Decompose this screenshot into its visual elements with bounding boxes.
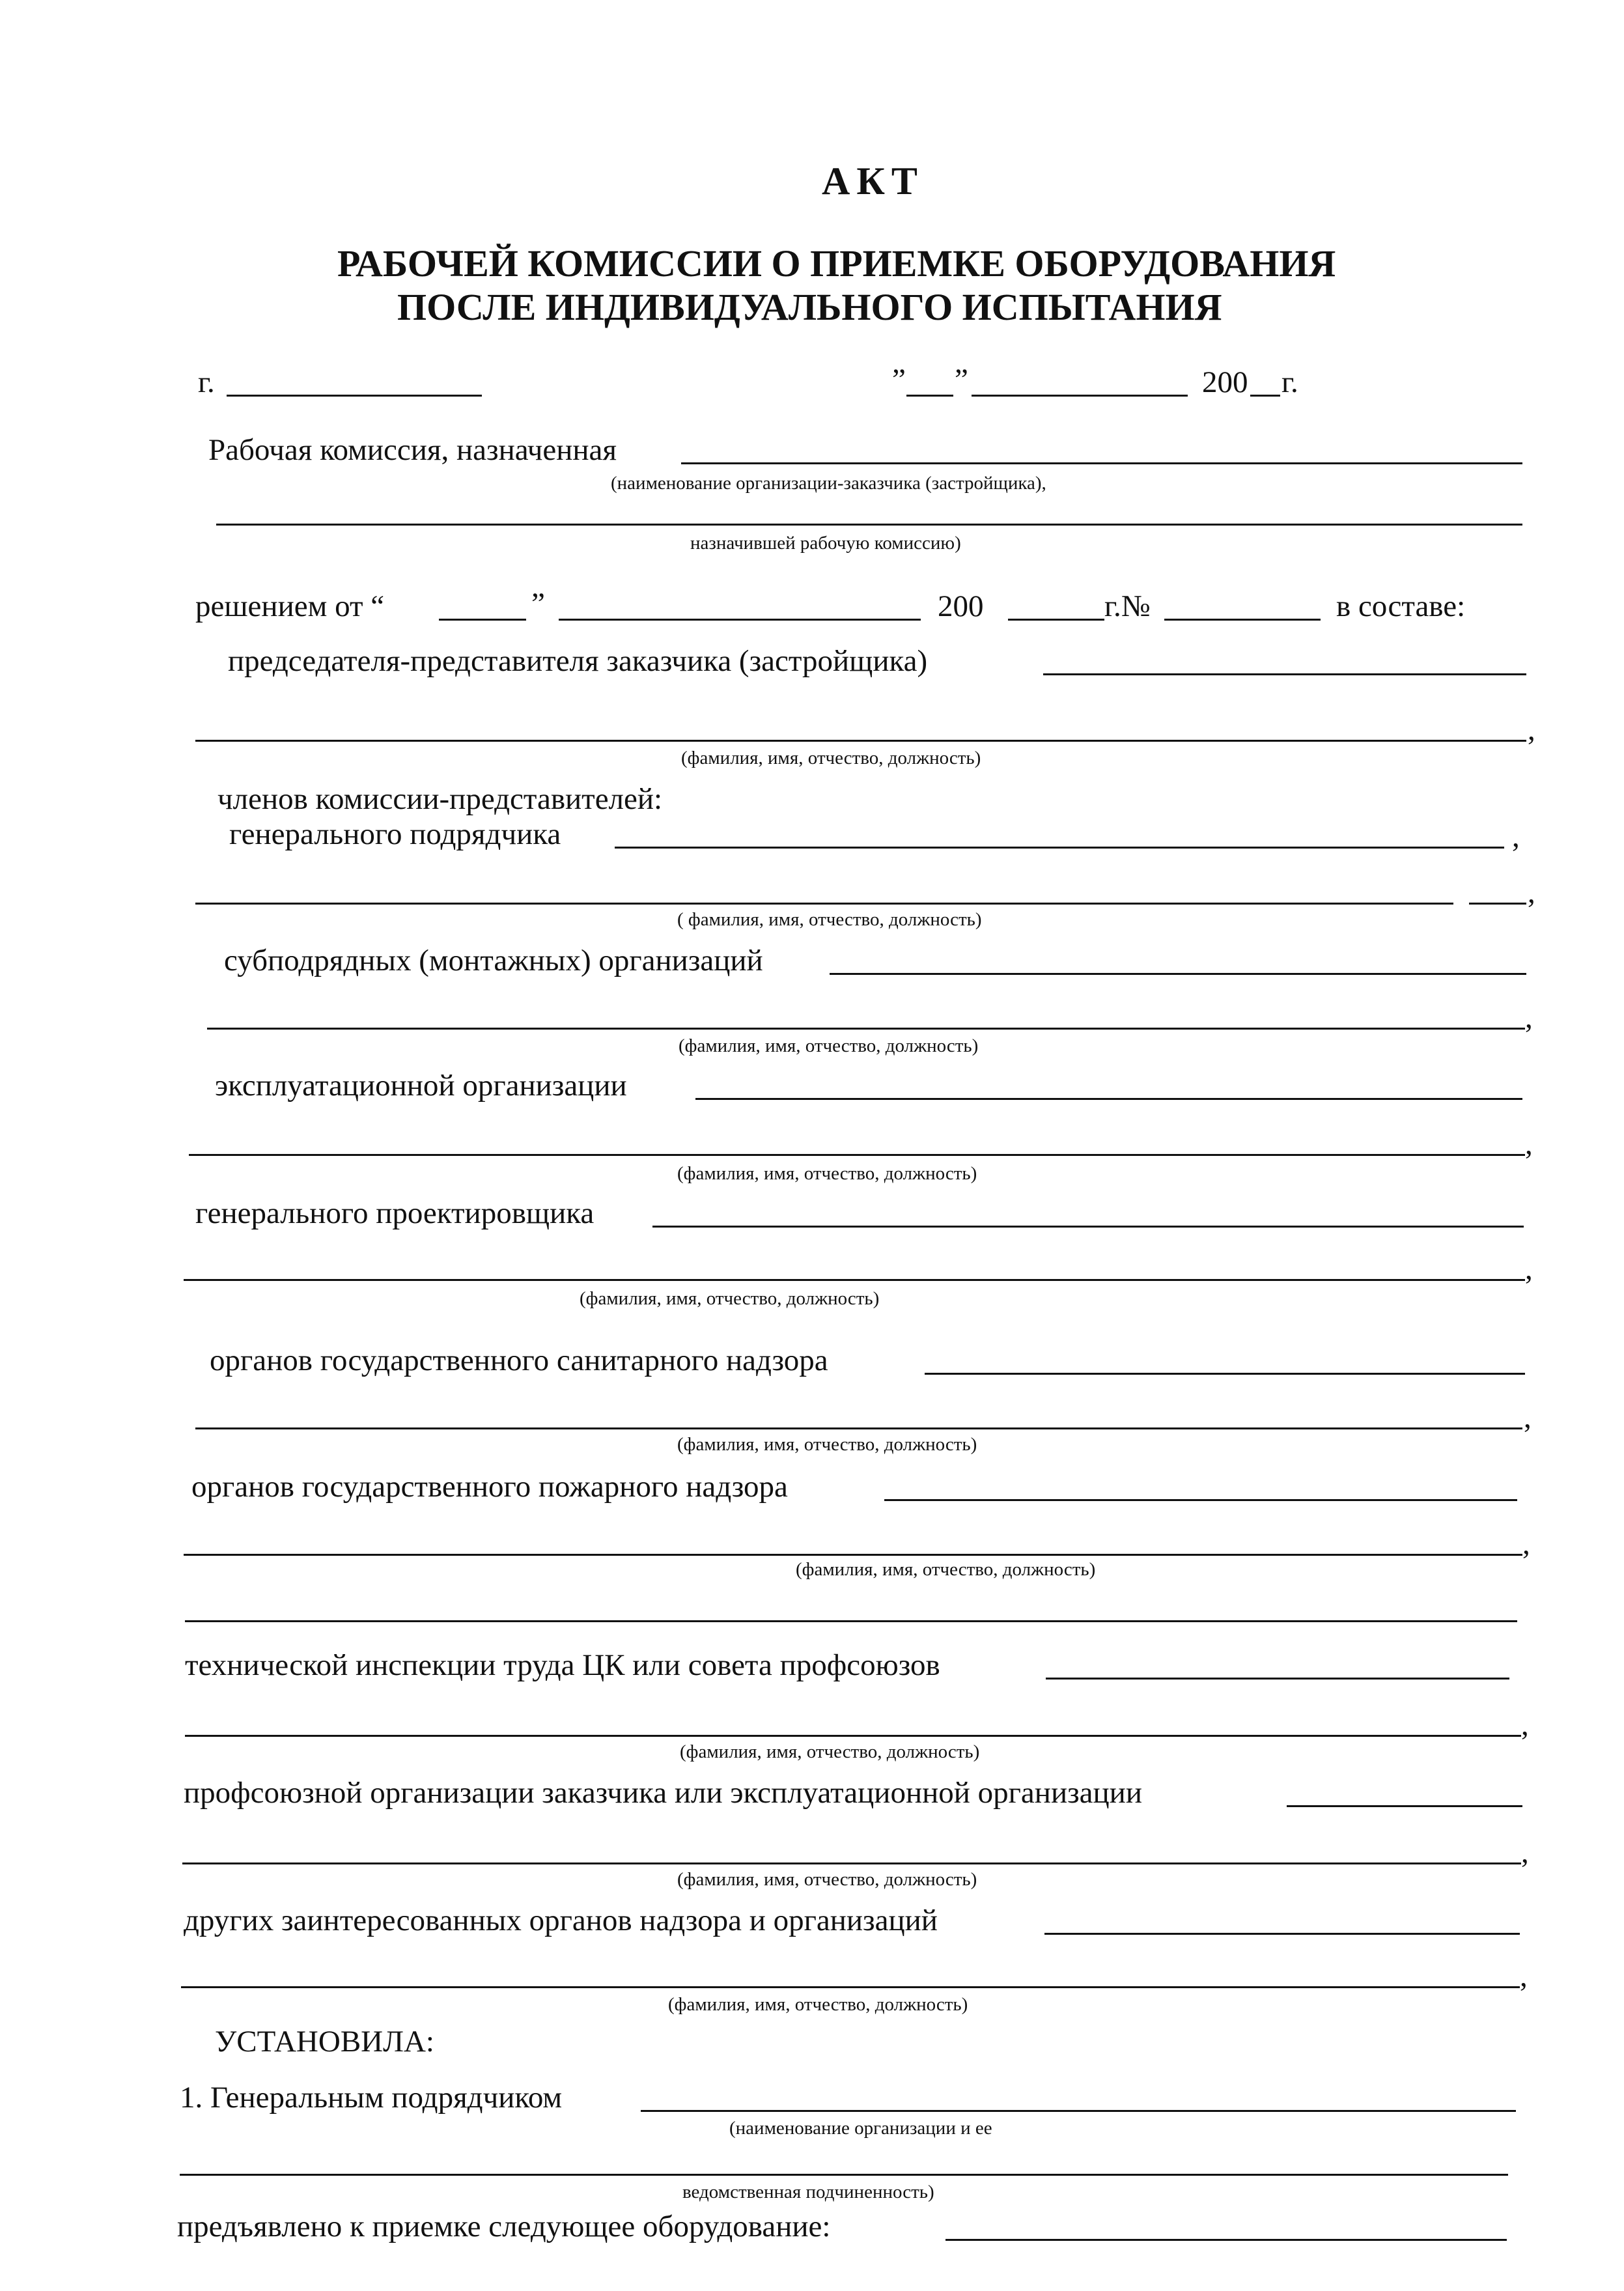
role-trade-union-field-2[interactable]: [182, 1862, 1521, 1864]
role-general-designer-comma: ,: [1525, 1252, 1533, 1286]
date-year-prefix: 200: [1202, 365, 1248, 399]
role-sanitary-supervision-field-2[interactable]: [195, 1427, 1522, 1429]
role-trade-union-field[interactable]: [1287, 1805, 1522, 1807]
role-sanitary-supervision-field[interactable]: [925, 1373, 1525, 1375]
general-contractor-org-caption: (наименование организации и ее: [729, 2118, 992, 2139]
chairman-label: председателя-представителя заказчика (застройщика): [228, 644, 928, 678]
general-contractor-org-field[interactable]: [641, 2110, 1516, 2112]
decision-day-field[interactable]: [439, 619, 526, 621]
role-operating-org-field[interactable]: [695, 1098, 1522, 1100]
decision-number-label: г.№: [1104, 589, 1151, 623]
role-subcontractors-caption: (фамилия, имя, отчество, должность): [679, 1035, 979, 1056]
role-fire-supervision-comma: ,: [1522, 1527, 1530, 1561]
role-subcontractors-field[interactable]: [830, 973, 1526, 975]
role-other-bodies-label: других заинтересованных органов надзора и организаций: [184, 1904, 938, 1937]
role-fire-supervision-field-3[interactable]: [185, 1620, 1517, 1622]
chairman-field[interactable]: [1043, 673, 1526, 675]
decision-month-field[interactable]: [559, 619, 921, 621]
role-other-bodies-caption: (фамилия, имя, отчество, должность): [668, 1994, 968, 2015]
members-label: членов комиссии-представителей:: [217, 782, 663, 816]
date-month-field[interactable]: [972, 395, 1188, 397]
role-other-bodies-comma: ,: [1520, 1960, 1528, 1993]
equipment-label: предъявлено к приемке следующее оборудование:: [177, 2210, 831, 2243]
decision-year-field[interactable]: [1008, 619, 1104, 621]
appointing-org-caption: (наименование организации-заказчика (застройщика),: [611, 473, 1046, 494]
findings-heading: УСТАНОВИЛА:: [215, 2025, 434, 2059]
role-trade-union-comma: ,: [1521, 1836, 1529, 1870]
role-general-contractor-field-3[interactable]: [1469, 903, 1526, 905]
appointed-label: Рабочая комиссия, назначенная: [208, 433, 617, 467]
role-trade-union-label: профсоюзной организации заказчика или эксплуатационной организации: [184, 1776, 1142, 1810]
document-subtitle-line1: РАБОЧЕЙ КОМИССИИ О ПРИЕМКЕ ОБОРУДОВАНИЯ: [337, 242, 1336, 285]
role-general-contractor-label: генерального подрядчика: [229, 817, 561, 851]
role-labour-inspection-label: технической инспекции труда ЦК или совета профсоюзов: [185, 1648, 940, 1682]
role-general-contractor-field-2[interactable]: [195, 903, 1453, 905]
role-subcontractors-comma: ,: [1525, 1001, 1533, 1035]
document-title: АКТ: [822, 160, 924, 203]
role-fire-supervision-field[interactable]: [884, 1499, 1517, 1501]
role-other-bodies-field-2[interactable]: [181, 1986, 1520, 1988]
decision-prefix: решением от “: [195, 589, 385, 623]
role-fire-supervision-label: органов государственного пожарного надзора: [191, 1470, 788, 1504]
equipment-field[interactable]: [945, 2239, 1507, 2241]
role-operating-org-field-2[interactable]: [189, 1154, 1525, 1156]
decision-year-prefix: 200: [938, 589, 984, 623]
role-general-designer-field[interactable]: [652, 1226, 1524, 1228]
appointing-org-field-2[interactable]: [216, 524, 1522, 526]
chairman-field-2[interactable]: [195, 740, 1526, 742]
role-other-bodies-field[interactable]: [1044, 1933, 1520, 1935]
role-fire-supervision-field-2[interactable]: [184, 1554, 1522, 1556]
findings-item1-label: 1. Генеральным подрядчиком: [180, 2081, 563, 2115]
role-general-designer-field-2[interactable]: [184, 1279, 1525, 1281]
role-subcontractors-label: субподрядных (монтажных) организаций: [224, 944, 763, 977]
decision-suffix: в составе:: [1336, 589, 1466, 623]
date-day-field[interactable]: [906, 395, 953, 397]
chairman-comma: ,: [1528, 713, 1535, 747]
role-labour-inspection-field-2[interactable]: [185, 1735, 1521, 1737]
role-general-contractor-comma: ,: [1512, 820, 1520, 854]
role-general-contractor-caption: ( фамилия, имя, отчество, должность): [677, 909, 982, 930]
role-labour-inspection-caption: (фамилия, имя, отчество, должность): [680, 1741, 980, 1762]
decision-quote-close: ”: [531, 587, 545, 621]
role-fire-supervision-caption: (фамилия, имя, отчество, должность): [796, 1559, 1096, 1580]
date-year-suffix: г.: [1281, 365, 1298, 399]
role-trade-union-caption: (фамилия, имя, отчество, должность): [677, 1869, 977, 1890]
role-operating-org-label: эксплуатационной организации: [215, 1069, 627, 1103]
role-general-contractor-comma-2: ,: [1528, 876, 1535, 910]
city-prefix: г.: [198, 365, 215, 399]
city-field[interactable]: [227, 395, 482, 397]
role-labour-inspection-field[interactable]: [1046, 1678, 1509, 1680]
role-general-designer-caption: (фамилия, имя, отчество, должность): [580, 1288, 880, 1309]
decision-number-field[interactable]: [1164, 619, 1321, 621]
appointing-org-caption-2: назначившей рабочую комиссию): [690, 533, 961, 554]
role-sanitary-supervision-label: органов государственного санитарного надзора: [210, 1343, 828, 1377]
date-year-field[interactable]: [1250, 395, 1280, 397]
role-sanitary-supervision-comma: ,: [1524, 1401, 1532, 1435]
role-sanitary-supervision-caption: (фамилия, имя, отчество, должность): [677, 1434, 977, 1455]
appointing-org-field[interactable]: [681, 462, 1522, 464]
role-operating-org-caption: (фамилия, имя, отчество, должность): [677, 1163, 977, 1184]
general-contractor-org-field-2[interactable]: [180, 2174, 1508, 2176]
role-labour-inspection-comma: ,: [1521, 1708, 1529, 1742]
role-operating-org-comma: ,: [1525, 1127, 1533, 1161]
role-general-contractor-field[interactable]: [615, 847, 1504, 849]
general-contractor-org-caption-2: ведомственная подчиненность): [682, 2182, 934, 2202]
role-general-designer-label: генерального проектировщика: [195, 1196, 595, 1230]
role-subcontractors-field-2[interactable]: [207, 1028, 1525, 1030]
date-quote-close: ”: [955, 363, 968, 397]
date-quote-open: ”: [892, 363, 906, 397]
chairman-caption: (фамилия, имя, отчество, должность): [681, 748, 981, 768]
document-subtitle-line2: ПОСЛЕ ИНДИВИДУАЛЬНОГО ИСПЫТАНИЯ: [397, 286, 1222, 328]
